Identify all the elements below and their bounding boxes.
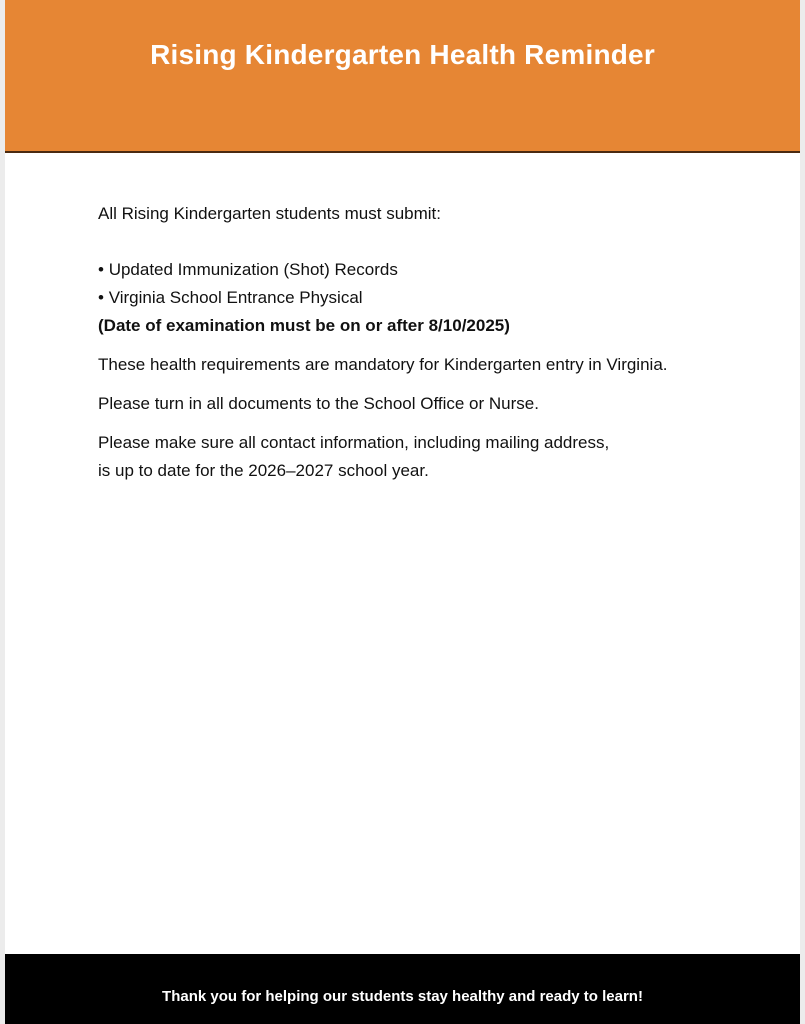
notice-body xyxy=(98,200,738,485)
footer-banner xyxy=(5,954,800,1024)
requirement-physical: • Virginia School Entrance Physical xyxy=(98,284,738,312)
page-edge-right xyxy=(800,0,805,1024)
contact-note-line2: is up to date for the 2026–2027 school year. xyxy=(98,461,429,480)
page-edge-left xyxy=(0,0,5,1024)
turn-in-note: Please turn in all documents to the School Office or Nurse. xyxy=(98,394,539,413)
intro-text: All Rising Kindergarten students must submit: xyxy=(98,204,441,223)
footer-message: Thank you for helping our students stay healthy and ready to learn! xyxy=(162,987,643,1005)
exam-date-note: (Date of examination must be on or after 8/10/2025) xyxy=(98,316,510,335)
page-title: Rising Kindergarten Health Reminder xyxy=(150,38,655,70)
requirement-immunization: • Updated Immunization (Shot) Records xyxy=(98,256,738,284)
contact-note-line1: Please make sure all contact information, including mailing address, xyxy=(98,433,610,452)
mandatory-note: These health requirements are mandatory for Kindergarten entry in Virginia. xyxy=(98,355,668,374)
header-banner xyxy=(5,0,800,153)
